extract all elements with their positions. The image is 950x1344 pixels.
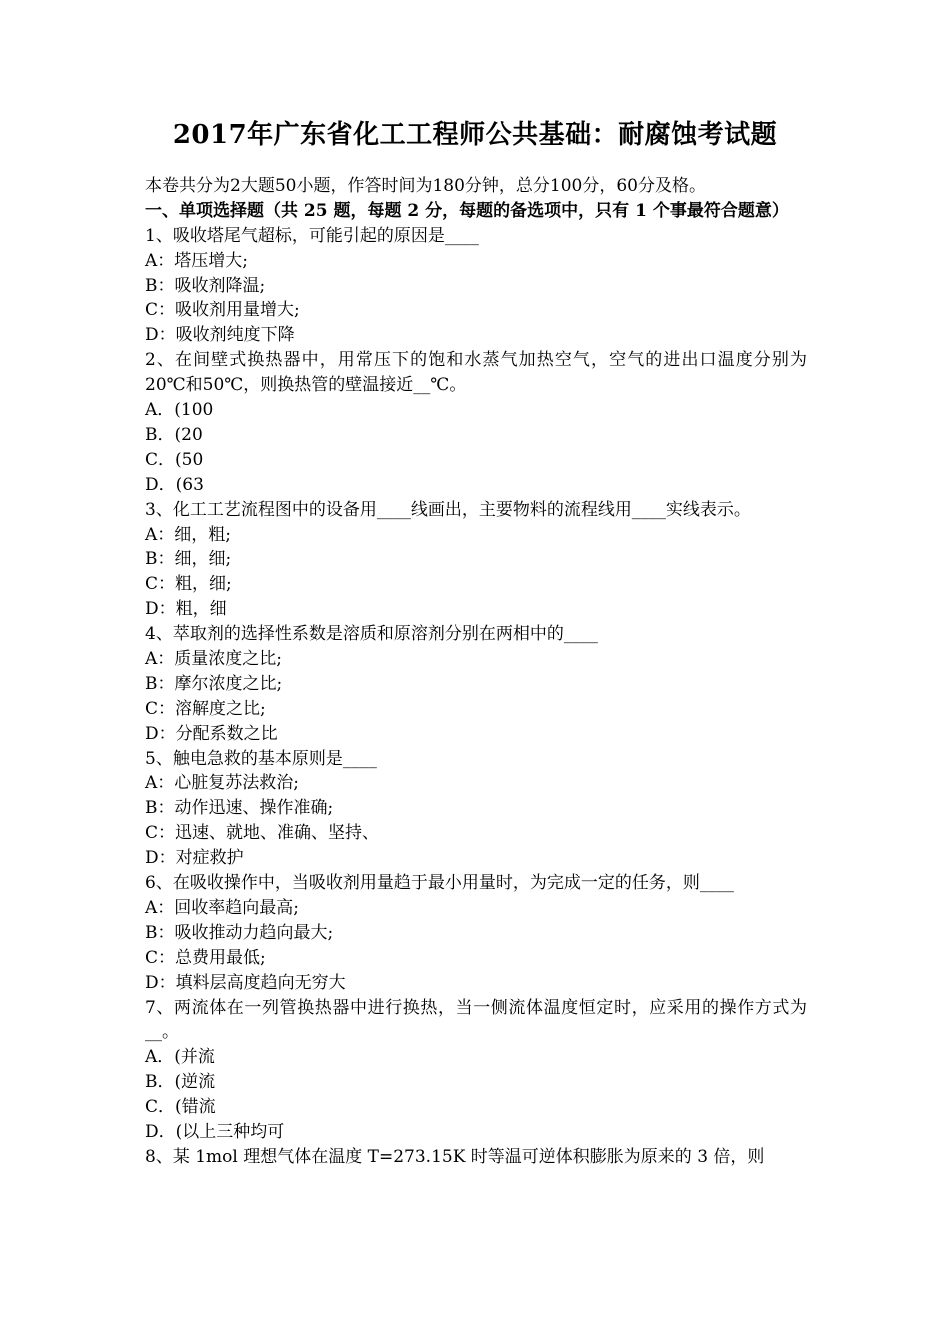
answer-option: B．(20	[145, 424, 203, 445]
answer-option: B：细，细;	[145, 549, 232, 570]
document-title: 2017年广东省化工工程师公共基础：耐腐蚀考试题	[172, 120, 778, 150]
answer-option: C．(错流	[145, 1097, 216, 1118]
answer-option: C：总费用最低;	[145, 947, 266, 968]
section-heading: 一、单项选择题（共 25 题，每题 2 分，每题的备选项中，只有 1 个事最符合题意）	[145, 200, 789, 221]
answer-option: A：细，粗;	[145, 524, 232, 545]
question-stem: 3、化工工艺流程图中的设备用____线画出，主要物料的流程线用____实线表示。	[145, 499, 751, 520]
answer-option: C：吸收剂用量增大;	[145, 300, 300, 321]
answer-option: C：溶解度之比;	[145, 698, 266, 719]
answer-option: D：粗，细	[145, 599, 227, 620]
answer-option: D：分配系数之比	[145, 723, 278, 744]
answer-option: D：填料层高度趋向无穷大	[145, 972, 346, 993]
answer-option: B：摩尔浓度之比;	[145, 673, 283, 694]
exam-intro: 本卷共分为2大题50小题，作答时间为180分钟，总分100分，60分及格。	[145, 176, 706, 196]
answer-option: A：质量浓度之比;	[145, 649, 283, 670]
answer-option: D：对症救护	[145, 848, 244, 869]
answer-option: C．(50	[145, 449, 204, 470]
question-stem: 4、萃取剂的选择性系数是溶质和原溶剂分别在两相中的____	[145, 624, 598, 645]
question-stem: 6、在吸收操作中，当吸收剂用量趋于最小用量时，为完成一定的任务，则____	[145, 873, 734, 894]
answer-option: B：吸收剂降温;	[145, 275, 266, 296]
answer-option: A：心脏复苏法救治;	[145, 773, 300, 794]
question-stem: 5、触电急救的基本原则是____	[145, 748, 377, 769]
answer-option: D．(以上三种均可	[145, 1122, 285, 1142]
answer-option: C：粗，细;	[145, 574, 232, 595]
answer-option: D．(63	[145, 474, 204, 495]
answer-option: A．(并流	[145, 1047, 215, 1068]
document-body	[145, 174, 807, 1170]
answer-option: C：迅速、就地、准确、坚持、	[145, 823, 380, 844]
question-stem: 1、吸收塔尾气超标，可能引起的原因是____	[145, 225, 479, 246]
answer-option: A：塔压增大;	[145, 250, 249, 271]
question-stem: 8、某 1mol 理想气体在温度 T=273.15K 时等温可逆体积膨胀为原来的 3 倍，则	[145, 1146, 765, 1167]
answer-option: B：动作迅速、操作准确;	[145, 798, 334, 819]
answer-option: B：吸收推动力趋向最大;	[145, 922, 334, 943]
question-stem: 2、在间壁式换热器中，用常压下的饱和水蒸气加热空气，空气的进出口温度分别为20℃和50℃，则换热管的壁温接近__℃。	[145, 350, 807, 396]
answer-option: A：回收率趋向最高;	[145, 897, 300, 918]
question-stem: 7、两流体在一列管换热器中进行换热，当一侧流体温度恒定时，应采用的操作方式为__。	[145, 997, 807, 1043]
answer-option: D：吸收剂纯度下降	[145, 325, 295, 346]
answer-option: B．(逆流	[145, 1072, 216, 1093]
answer-option: A．(100	[145, 400, 214, 421]
